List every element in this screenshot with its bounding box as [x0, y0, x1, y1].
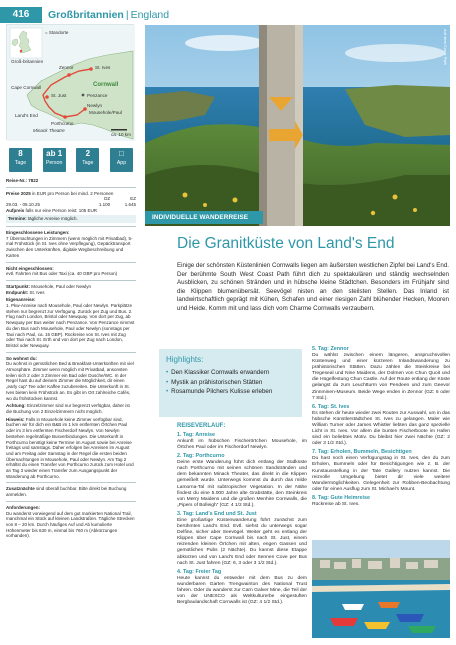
day-text: Du wählst zwischen einem längeren, anspruchsvollen Küstenweg und einer kürzeren Inlandswanderung zu prähistorischen Stätten. Dazu zählen die Steinkreise bei Tregeseal und Nine Maidens, der Dolmen von Chun Quoit und die Hügelfestung Chun Castle. Auf der Route entlang der Küste gelangst du zum Leuchtturm von Pendeen und zum Geevor Zinnminen-Museum. Beide Wege enden in Zennor (GZ: 6 oder 7 Std.).	[312, 353, 450, 401]
table-row: 29.03. - 05.10.25 1.100 1.645	[6, 202, 136, 207]
icon-number: 2	[85, 149, 91, 158]
photo-graphic	[145, 25, 450, 226]
day-text: Ankunft im hübschen Fischerörtchen Mousehole, im Örtchen Paul oder im Fischerdorf Newlyn.	[177, 439, 307, 451]
day-text: Rückreise ab St. Ives.	[312, 501, 360, 507]
harbour-photo	[312, 540, 450, 638]
title-separator: |	[125, 9, 129, 21]
itinerary-title: REISEVERLAUF:	[177, 423, 226, 429]
day-text: Du hast noch einen Verfügungstag in St. Ives, den du zum Erholen, Bummeln oder für Besichtigungen wie z. B. der Kunstausstellung in der Tate Gallery nutzen kannst. Die reizvolle Umgebung bietet dir viele weitere Wandermöglichkeiten. Gelegenheit zur Robben-Beobachtung oder für einen Ausflug zum St. Michael's Mount.	[312, 456, 450, 492]
list-item: • Rosamunde Pilchers Kulisse erleben	[166, 388, 273, 396]
day-text: Es stehen dir heute wieder zwei Routen zur Auswahl, um in das hübsche Künstlerstädtchen St. Ives zu gelangen. Maler wie William Turner oder James Whistler liebten das ganz spezielle Licht in St. Ives. Vor allem die bunten Fischerboote im Hafen sind ein beliebtes Motiv. Du bleibst hier zwei Nächte (GZ: 2 oder 3 1/2 Std.).	[312, 410, 450, 447]
icon-label: Tage	[82, 160, 94, 166]
eigenanreise: Eigenanreise: 1. Pkw-Anreise nach Mousehole, Paul oder Newlyn. Parkplätze stehen nur begrenzt zur Verfügung. Zurück per Zug und Bus. 2. Flug nach London, Bristol oder Newquay. Von dort per Zug, ab Newquay per Bus weiter nach Penzance. Von Penzance nimmst du den Bus nach Mousehole, Paul oder Newlyn (sonntags per Taxi nach Paul, ca. 15 GBP). Rückreise von St. Ives mit Zug oder Taxi nach St. Erth und von dort per Zug nach London, Bristol oder Newquay.	[6, 297, 135, 348]
day-text: Deine erste Wanderung führt dich entlang der Südküste nach Porthcurno mit seinen schönen Sandstränden und dem bekannten Minack Theater, das direkt in die Klippen gemeißelt wurde. Unterwegs kommst du durch das milde Lamorna-Tal mit subtropischer Vegetation. In der Nähe findest du eine 5.000 Jahre alte Grabstätte, den Steinkreis von Merry Maidens und die großen Menhire Cornwalls, die „Pipers of Bolleigh“ (GZ: 4 1/2 Std.).	[177, 460, 307, 508]
so-wohnst-du: So wohnst du: Du wohnst in gemütlichen Bed & Breakfast-Unterkünften mit viel Atmosphäre. Zimmer wenn möglich mit Privatbad, ansonsten teilen sich 2 oder 3 Zimmer ein Bad oder Dusche/WC. In der Regel hast du auf deinem Zimmer die Möglichkeit, dir einen „early cup“ Tee oder Kaffee zuzubereiten. Die Unterkunft in St. Ives bieten kein Frühstück an. Es gibt im Ort zahlreiche Cafés, wo du frühstücken kannst.	[6, 355, 134, 401]
itinerary-column-1	[177, 422, 307, 640]
map-label-st-just: St. Just	[51, 93, 67, 98]
route-map	[6, 24, 134, 140]
map-label-penzance: Penzance	[87, 93, 108, 98]
photo-credit: Auf dem Coast Path	[443, 29, 448, 65]
list-item: • Den Klassiker Cornwalls erwandern	[166, 369, 270, 376]
calendar-icon	[9, 148, 32, 172]
map-label-country: Groß-britannien	[11, 59, 44, 64]
map-label-lands-end: Land's End	[15, 113, 38, 118]
anforderungen: Anforderungen: Du wanderst vorwiegend auf dem gut markierten National Trail, manchmal ein Stück auf kleinen Landstraßen. Tägliche Strecken von 8 – 20 km. Durch häufiges Auf und Ab kumulierte Höhenmeter bis 630 m, einmal bis 760 m (Abkürzungen vorhanden).	[6, 504, 135, 539]
icon-number: ab 1	[46, 149, 63, 158]
day-text: Eine großartige Küstenwanderung führt zunächst zum berühmten Land's End. Evtl. siehst du unterwegs sogar Delfine, sicher aber Seevögel. Weiter geht es entlang der Klippen über Cape Cornwall bis nach St. Just, einem reizenden kleinen Örtchen mit alten, engen Gassen und gemütlichen Pubs (2 Nächte). Du kannst diese Etappe abkürzen und von Land's End oder Sennen Cove per Bus nach St. Just fahren (GZ: 6, 3 oder 3 1/2 Std.).	[177, 517, 307, 566]
price-table	[6, 196, 136, 207]
aufpreis: Aufpreis falls nur eine Person reist: 105 EUR	[6, 207, 98, 213]
map-label-mousehole: Mousehole/Paul	[89, 110, 122, 115]
map-label-porthcurno: Porthcurno	[51, 121, 74, 126]
page-number: 416	[0, 7, 42, 23]
startpunkt: Startpunkt: Mousehole, Paul oder Newlyn	[6, 283, 92, 289]
highlights-title: Highlights:	[166, 355, 204, 364]
zusatznaechte: Zusatznächte sind überall buchbar. Bitte direkt bei Buchung anmelden.	[6, 486, 127, 498]
trip-icons	[6, 148, 136, 172]
day-title: 5. Tag: Zennor	[312, 346, 349, 352]
reise-nr: Reise-Nr.: 7822	[6, 178, 39, 183]
termine: Termine: tägliche Anreise möglich.	[6, 215, 136, 223]
trip-details	[6, 178, 136, 539]
hinweis: Hinweis: Falls in Mousehole keine Zimmer verfügbar sind, buchen wir für dich ein B&B im 1 km entfernten Örtchen Paul oder im 3 km entfernten Fischerdorf Newlyn. Von Newlyn bestehen regelmäßige Busverbindungen. Die Unterkunft in Porthcurno benötigt keine Termine im August sowie bei Anreise freitags und samstags. Daher erfolgen bei Anreisen im August und am Freitag oder Samstag in der Regel die ersten beiden Übernachtungen in Mousehole, Paul oder Newlyn. Am Tag 2 erhältst du einen Transfer von Porthcurno zurück zum Hotel und an Tag 3 wieder einen Transfer zum Ausgangspunkt der Wanderung ab Porthcurno.	[6, 416, 134, 479]
list-item: • Mystik an prähistorischen Stätten	[166, 378, 263, 386]
achtung: Achtung: Einzelzimmer sind nur begrenzt verfügbar, daher ist die Buchung von 2 Einzelzimmern nicht möglich.	[6, 403, 130, 414]
day-text: Heute kannst du entweder mit dem Bus zu dem wunderbaren Garten Trengwainton des National Trust fahren. Oder du wanderst zur Carn Galver Mine, die Teil der von der UNESCO als Weltkulturerbe eingestuften Bergbaulandschaft Cornwalls ist (GZ: 4 1/2 Std.).	[177, 575, 307, 606]
intro-text: Einige der schönsten Küstenlinien Cornwalls liegen am äußersten westlichen Zipfel bei Land's End. Der berühmte South West Coast Path führt dich zu spektakulären und ständig wechselnden Ausblicken, zu schönen Stränden und in hübsche kleine Städtchen. Besonders im Frühjahr sind die Klippen blumenübersät. Seevögel nisten an den steilsten Stellen. Das Inland ist landwirtschaftlich geprägt mit Kühen, Schafen und einer riesigen Zahl blühender Hecken, Mooren und Heide. Komm mit und lass dich vom Charme Cornwalls verzaubern.	[177, 262, 449, 312]
region-title: England	[130, 9, 170, 21]
highlights-box	[159, 349, 302, 417]
day-title: 1. Tag: Anreise	[177, 432, 216, 438]
map-label-cape-cornwall: Cape Cornwall	[11, 85, 42, 90]
icon-label: App	[116, 160, 127, 166]
day-title: 4. Tag: Freier Tag	[177, 568, 222, 575]
highlights-list	[166, 368, 295, 397]
map-label-minack: Minack Theatre	[33, 128, 65, 133]
icon-number: 8	[18, 149, 23, 158]
icon-label: Person	[45, 160, 63, 166]
day-title: 2. Tag: Porthcurno	[177, 453, 225, 460]
map-legend-standorte: = Standorte	[45, 30, 69, 35]
day-title: 8. Tag: Gute Heimreise	[312, 494, 371, 501]
country-title: Großbritannien	[48, 9, 124, 21]
itinerary-column-2	[312, 344, 450, 536]
coast-path-photo	[145, 25, 450, 226]
map-label-st-ives: St. Ives	[95, 65, 111, 70]
map-label-cornwall: Cornwall	[93, 82, 119, 88]
info-sidebar	[6, 24, 136, 640]
day-title: 3. Tag: Land's End und St. Just	[177, 510, 257, 517]
table-row: DZ EZ	[104, 196, 136, 202]
person-icon	[43, 148, 66, 172]
endpunkt: Endpunkt: St. Ives	[6, 289, 45, 295]
page-title: Die Granitküste von Land's End	[177, 235, 395, 252]
map-scale-label: ca. 10 km	[111, 132, 131, 137]
hiking-icon	[76, 148, 99, 172]
harbour-graphic	[312, 540, 450, 638]
map-label-newlyn: Newlyn	[87, 103, 103, 108]
phone-app-icon: □ App	[110, 148, 133, 172]
travel-type-badge: INDIVIDUELLE WANDERREISE	[145, 211, 263, 224]
day-title: 7. Tag: Erholen, Bummeln, Besichtigen	[312, 449, 412, 456]
preise-intro: Preise 2025 in EUR pro Person bei mind. 2 Personen	[6, 190, 114, 196]
day-title: 6. Tag: St. Ives	[312, 403, 350, 410]
nicht-eingeschlossen: Nicht eingeschlossen: evtl. Fahrten mit Bus oder Taxi (ca. 40 GBP pro Person)	[6, 265, 118, 277]
section-title	[48, 7, 169, 23]
leistungen: Eingeschlossene Leistungen: 7 Übernachtungen in Zimmern (wenn möglich mit Privatbad), 5-mal Frühstück (in St. Ives ohne Verpflegung), Gepäcktransport zwischen den Unterkünften, digitale Wegbeschreibung und Karten	[6, 230, 133, 258]
icon-label: Tage	[14, 160, 27, 166]
map-label-zennor: Zennor	[59, 65, 74, 70]
